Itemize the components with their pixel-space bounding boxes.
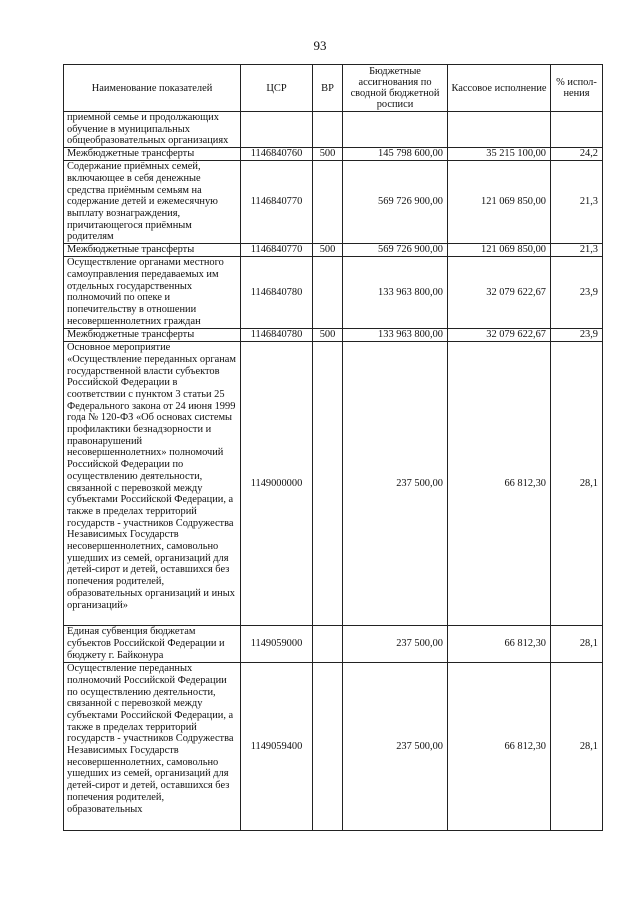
row-vr [313,342,343,626]
row-name: Содержание приёмных семей, включающее в себя денежные средства приёмным семьям на содержание детей и ежемесячную выплату вознаграждения, причитающегося приёмным родителям [64,161,241,244]
row-assignments: 133 963 800,00 [343,257,448,329]
row-name: Осуществление переданных полномочий Российской Федерации по осуществлению деятельности, связанной с перевозкой между субъектами Российской Федерации, а также в пределах территорий государств - участников Содружества Независимых Государств несовершеннолетних, самовольно ушедших из семей, организаций для детей-сирот и детей, оставшихся без попечения родителей, образовательных [64,663,241,831]
table-row [64,148,603,161]
row-percent: 23,9 [551,329,603,342]
row-vr [313,257,343,329]
budget-table [63,64,603,831]
row-percent: 28,1 [551,663,603,831]
row-csr [241,112,313,148]
row-percent [551,112,603,148]
row-assignments: 569 726 900,00 [343,161,448,244]
table-row [64,161,603,244]
row-execution [448,112,551,148]
row-execution: 121 069 850,00 [448,244,551,257]
table-header-row [64,65,603,112]
row-name: Осуществление органами местного самоуправления передаваемых им отдельных государственных полномочий по опеке и попечительству в отношении несовершеннолетних граждан [64,257,241,329]
row-vr: 500 [313,329,343,342]
row-name: Межбюджетные трансферты [64,329,241,342]
row-percent: 24,2 [551,148,603,161]
row-percent: 21,3 [551,244,603,257]
header-assignments: Бюджетные ассигнования по сводной бюджетной росписи [343,65,448,112]
row-execution: 66 812,30 [448,663,551,831]
row-percent: 28,1 [551,626,603,663]
table-row [64,257,603,329]
row-vr [313,112,343,148]
table-row [64,342,603,626]
row-assignments [343,112,448,148]
header-execution: Кассовое исполнение [448,65,551,112]
row-assignments: 237 500,00 [343,663,448,831]
row-assignments: 237 500,00 [343,342,448,626]
row-csr: 1149059400 [241,663,313,831]
header-vr: ВР [313,65,343,112]
row-execution: 32 079 622,67 [448,329,551,342]
row-csr: 1146840760 [241,148,313,161]
row-vr: 500 [313,244,343,257]
row-percent: 23,9 [551,257,603,329]
row-execution: 121 069 850,00 [448,161,551,244]
row-csr: 1149000000 [241,342,313,626]
row-vr: 500 [313,148,343,161]
header-csr: ЦСР [241,65,313,112]
table-row [64,663,603,831]
row-csr: 1146840780 [241,257,313,329]
row-assignments: 133 963 800,00 [343,329,448,342]
table-row [64,244,603,257]
row-csr: 1146840770 [241,161,313,244]
row-csr: 1149059000 [241,626,313,663]
header-percent: % испол-нения [551,65,603,112]
row-vr [313,663,343,831]
row-assignments: 569 726 900,00 [343,244,448,257]
row-execution: 32 079 622,67 [448,257,551,329]
table-row [64,329,603,342]
row-csr: 1146840770 [241,244,313,257]
row-name: Основное мероприятие «Осуществление переданных органам государственной власти субъектов Российской Федерации в соответствии с пунктом 3 статьи 25 Федерального закона от 24 июня 1999 года № 120-ФЗ «Об основах системы профилактики безнадзорности и правонарушений несовершеннолетних» полномочий Российской Федерации по осуществлению деятельности, связанной с перевозкой между субъектами Российской Федерации, а также в пределах территорий государств - участников Содружества Независимых Государств несовершеннолетних, самовольно ушедших из семей, организаций для детей-сирот и детей, оставшихся без попечения родителей, образовательных организаций и иных организаций» [64,342,241,626]
row-execution: 35 215 100,00 [448,148,551,161]
row-assignments: 237 500,00 [343,626,448,663]
row-name: Межбюджетные трансферты [64,244,241,257]
row-name: Межбюджетные трансферты [64,148,241,161]
header-name: Наименование показателей [64,65,241,112]
table-row [64,112,603,148]
page-number: 93 [313,38,327,53]
row-name: Единая субвенция бюджетам субъектов Российской Федерации и бюджету г. Байконура [64,626,241,663]
row-csr: 1146840780 [241,329,313,342]
row-percent: 21,3 [551,161,603,244]
row-execution: 66 812,30 [448,626,551,663]
row-vr [313,161,343,244]
table-row [64,626,603,663]
row-execution: 66 812,30 [448,342,551,626]
row-name: приемной семье и продолжающих обучение в муниципальных общеобразовательных организациях [64,112,241,148]
row-percent: 28,1 [551,342,603,626]
row-vr [313,626,343,663]
row-assignments: 145 798 600,00 [343,148,448,161]
